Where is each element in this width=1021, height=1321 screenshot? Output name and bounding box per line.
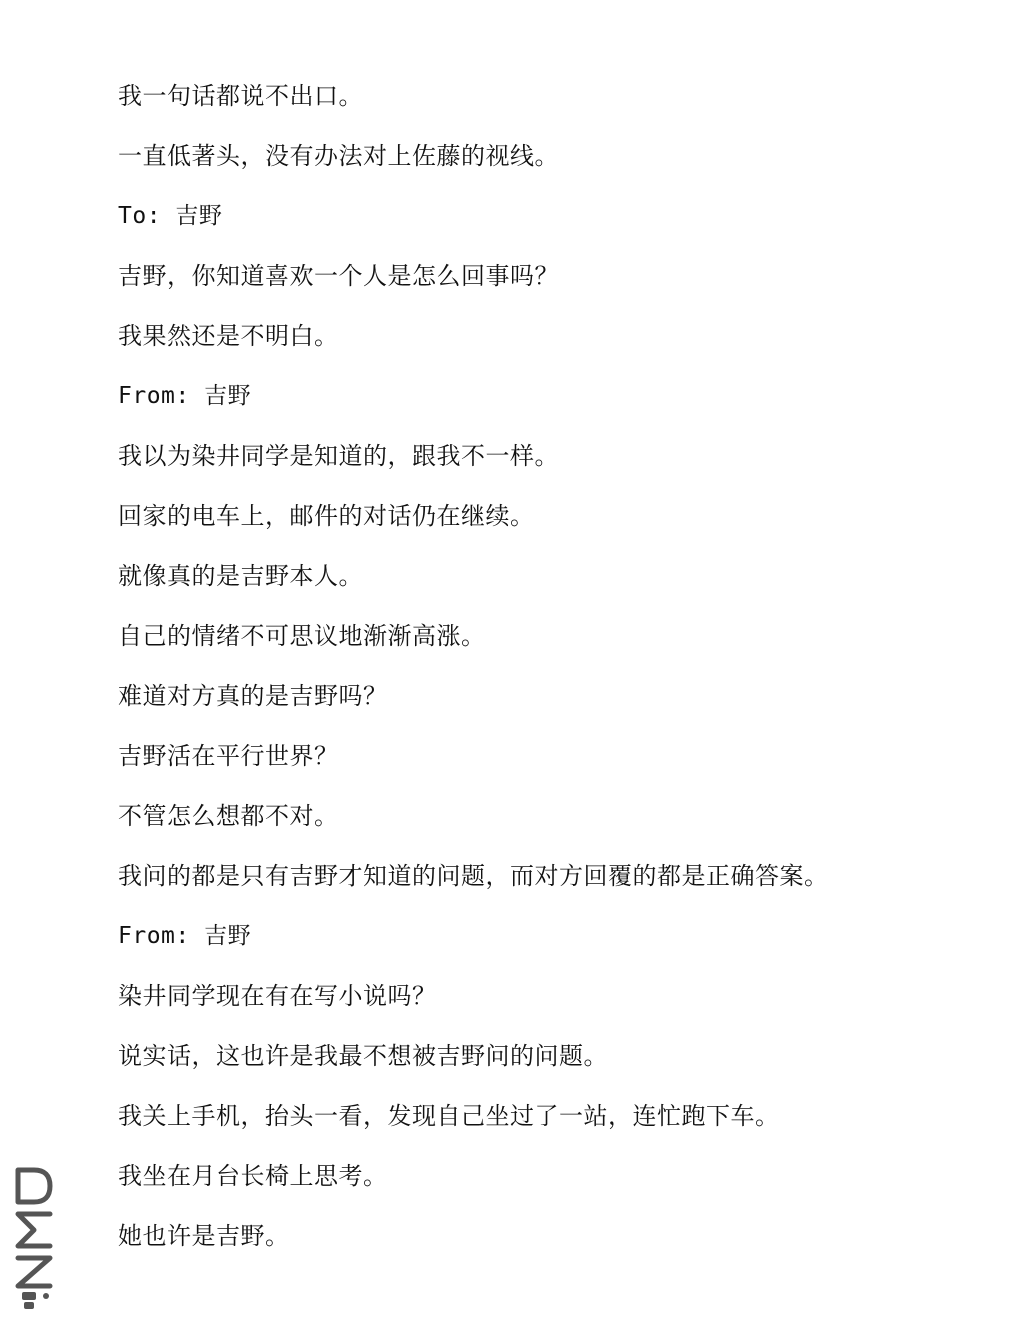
message-header: From: 吉野 [118, 923, 252, 949]
message-header: From: 吉野 [118, 383, 252, 409]
text-line: 说实话，这也许是我最不想被吉野问的问题。 [118, 1042, 608, 1070]
text-line: 我果然还是不明白。 [118, 322, 339, 350]
text-line: 她也许是吉野。 [118, 1222, 290, 1250]
text-line: 就像真的是吉野本人。 [118, 562, 363, 590]
text-column [118, 78, 978, 1278]
text-line: 我问的都是只有吉野才知道的问题，而对方回覆的都是正确答案。 [118, 862, 829, 890]
text-line: 吉野活在平行世界？ [118, 742, 339, 770]
text-line: 我坐在月台长椅上思考。 [118, 1162, 388, 1190]
text-line: 不管怎么想都不对。 [118, 802, 339, 830]
text-line: 染井同学现在有在写小说吗？ [118, 982, 437, 1010]
message-header: To: 吉野 [118, 203, 223, 229]
text-line: 难道对方真的是吉野吗？ [118, 682, 388, 710]
text-line: 我一句话都说不出口。 [118, 82, 363, 110]
text-line: 我以为染井同学是知道的，跟我不一样。 [118, 442, 559, 470]
text-line: 我关上手机，抬头一看，发现自己坐过了一站，连忙跑下车。 [118, 1102, 780, 1130]
text-line: 吉野，你知道喜欢一个人是怎么回事吗？ [118, 262, 559, 290]
text-line: 回家的电车上，邮件的对话仍在继续。 [118, 502, 535, 530]
dmzj-logo-icon [8, 1162, 58, 1312]
text-line: 一直低著头，没有办法对上佐藤的视线。 [118, 142, 559, 170]
text-line: 自己的情绪不可思议地渐渐高涨。 [118, 622, 486, 650]
